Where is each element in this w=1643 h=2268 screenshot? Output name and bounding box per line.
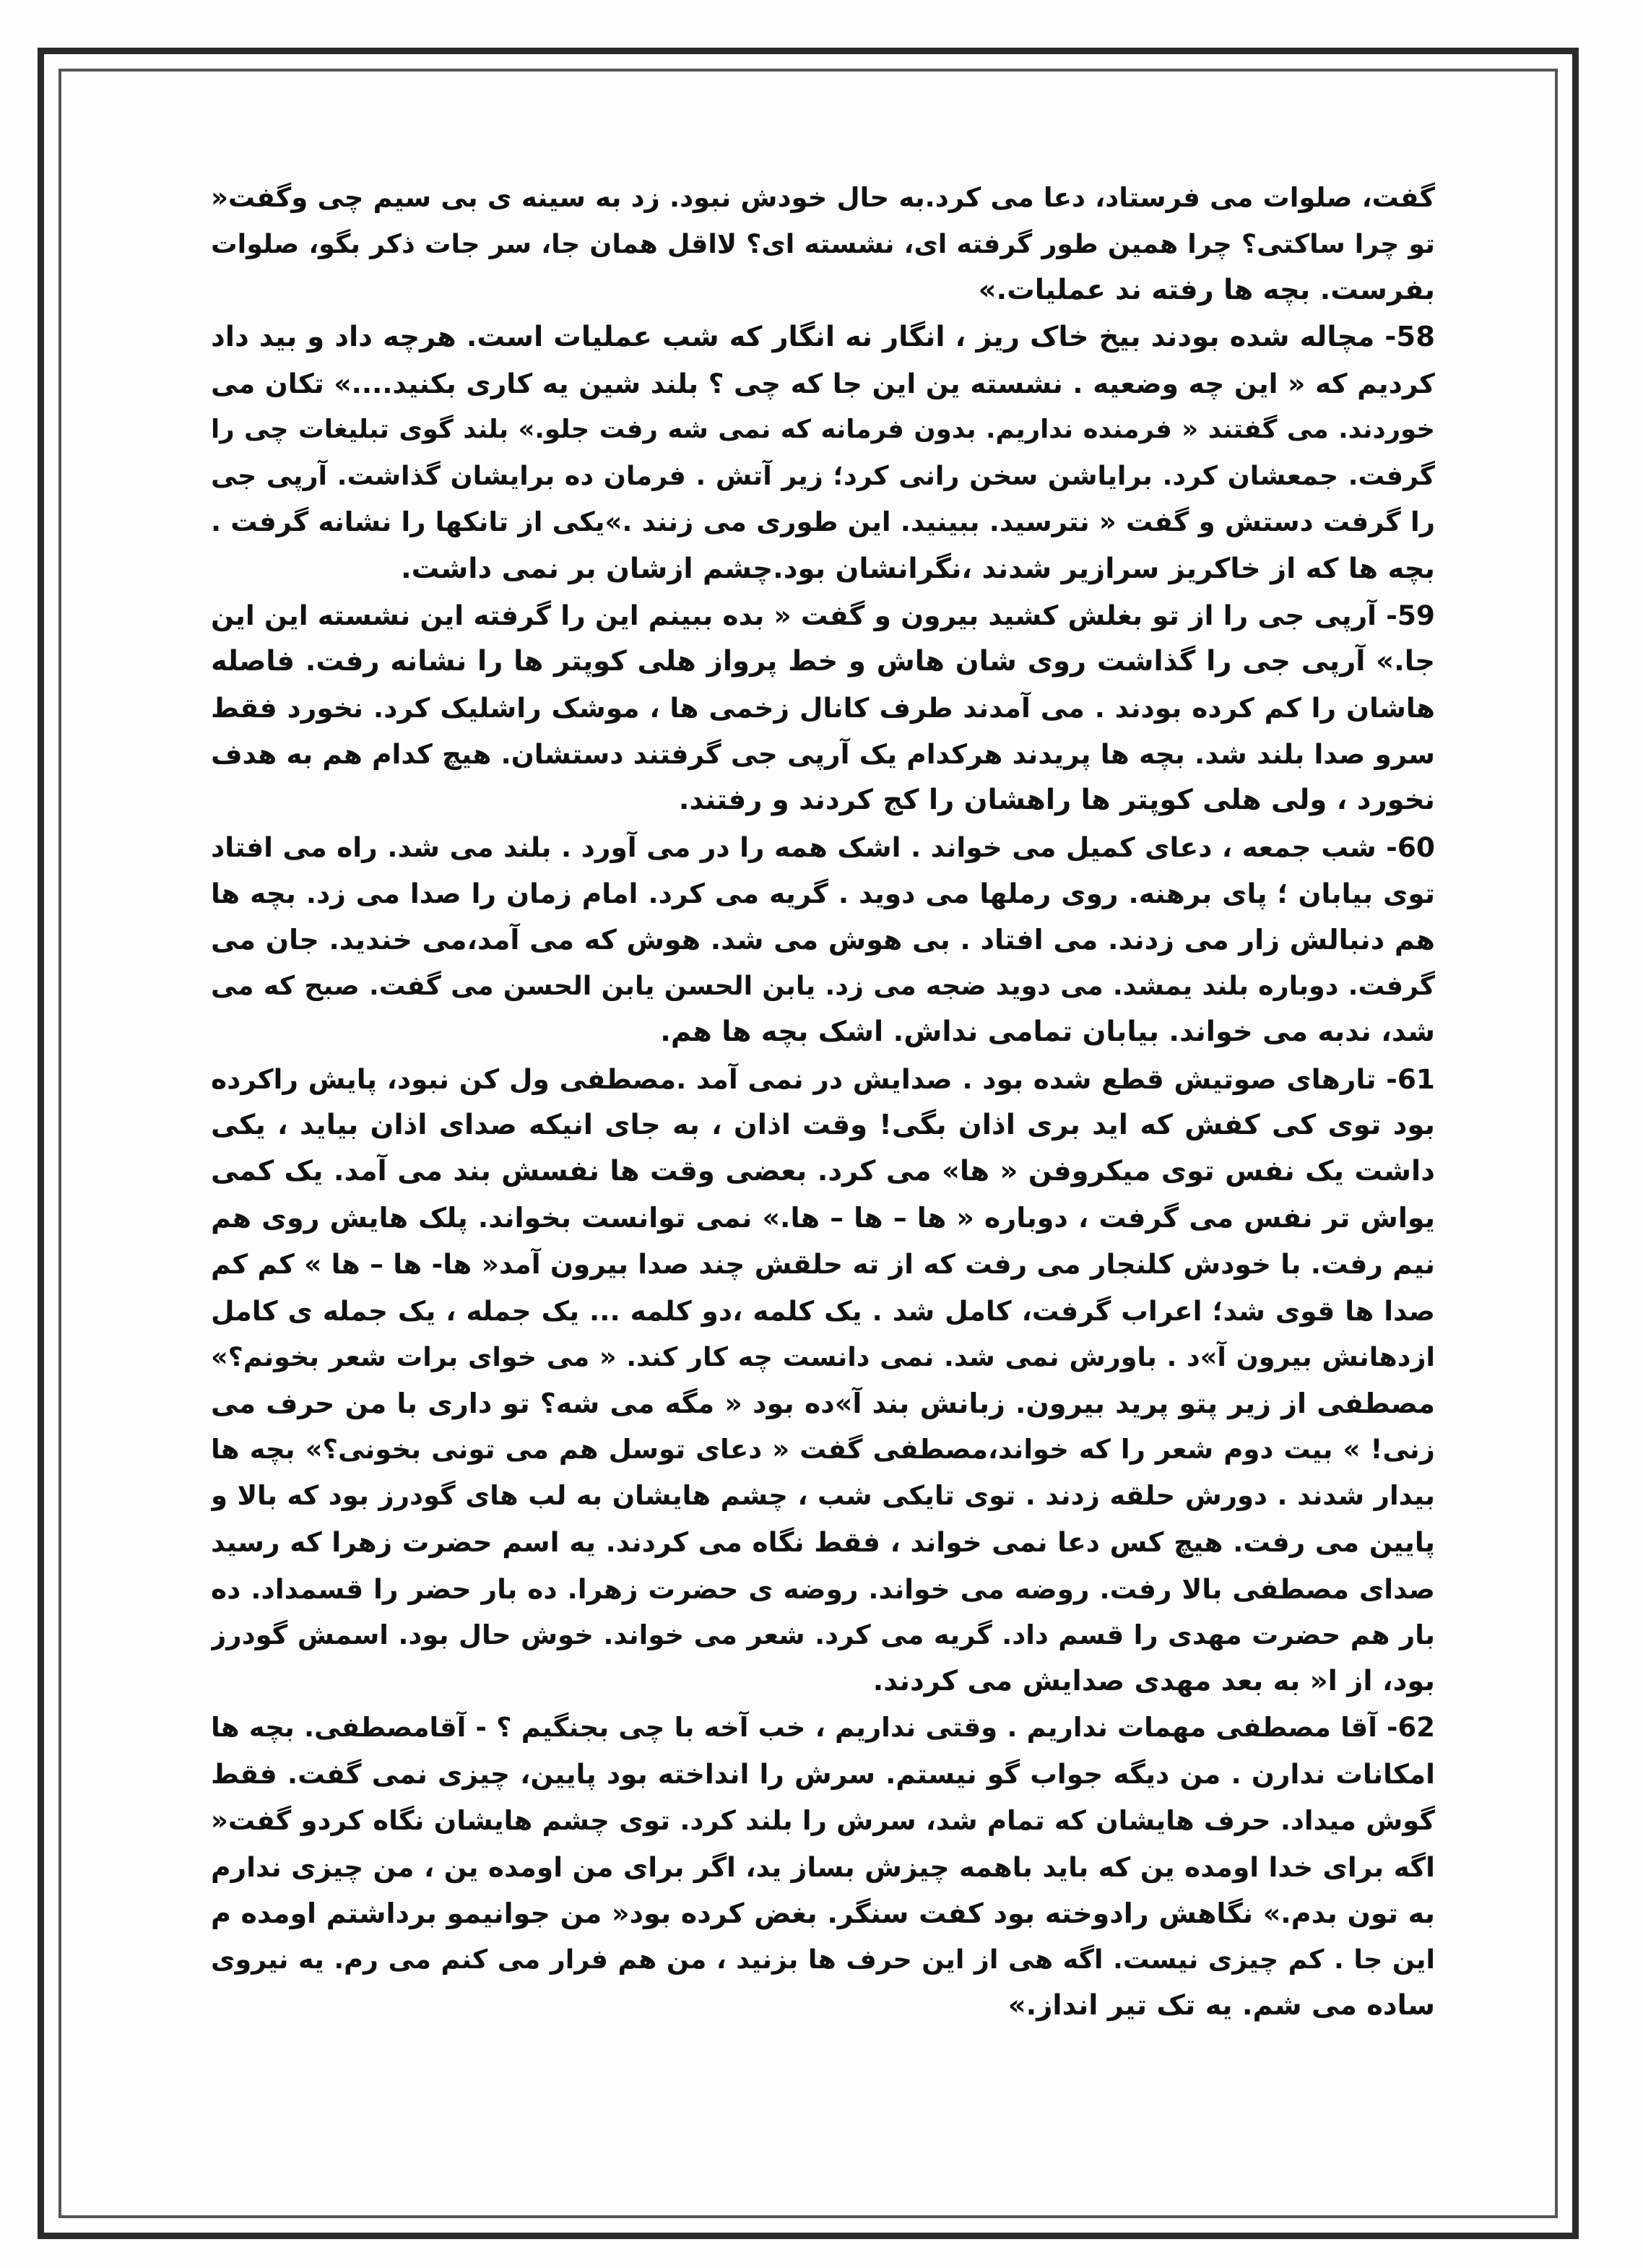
text-line: تو چرا ساکتی؟ چرا همین طور گرفته ای، نشسته ای؟ لااقل همان جا، سر جات ذکر بگو، صلوات	[211, 228, 1435, 260]
text-line: 61- تارهای صوتیش قطع شده بود . صدایش در نمی آمد .مصطفی ول کن نبود، پایش راکرده	[211, 1062, 1435, 1095]
text-line: جا.» آرپی جی را گذاشت روی شان هاش و خط پرواز هلی کوپتر ها را نشانه رفت. فاصله	[211, 644, 1435, 678]
text-line: هاشان را کم کرده بودند . می آمدند طرف کانال زخمی ها ، موشک راشلیک کرد. نخورد فقط	[211, 692, 1435, 724]
text-line: هم دنبالش زار می زدند. می افتاد . بی هوش می شد. هوش که می آمد،می خندید. جان می	[211, 924, 1435, 956]
text-line: صدا ها قوی شد؛ اعراب گرفت، کامل شد . یک کلمه ،دو کلمه ... یک جمله ، یک جمله ی کامل	[211, 1294, 1435, 1327]
text-line: پایین می رفت. هیچ کس دعا نمی خواند ، فقط نگاه می کردند. یه اسم حضرت زهرا که رسید	[211, 1526, 1435, 1559]
text-line: 60- شب جمعه ، دعای کمیل می خواند . اشک همه را در می آورد . بلند می شد. راه می افتاد	[211, 831, 1435, 863]
text-line: گرفت. جمعشان کرد. برایاشن سخن رانی کرد؛ زیر آتش . فرمان ده برایشان گذاشت. آرپی جی	[211, 460, 1435, 492]
text-line: این جا . کم چیزی نیست. اگه هی از این حرف ها بزنید ، من هم فرار می کنم می رم. یه نیروی	[211, 1944, 1435, 1975]
text-line: بود توی کی کفش که اید بری اذان بگی! وقت اذان ، به جای انیکه صدای اذان بیاید ، یکی	[211, 1108, 1435, 1141]
text-line: بیدار شدند . دورش حلقه زدند . توی تایکی شب ، چشم هایشان به لب های گودرز بود که بالا و	[211, 1480, 1435, 1512]
text-line: نیم رفت. با خودش کلنجار می رفت که از ته حلقش چند صدا بیرون آمد« ها- ها – ها » کم کم	[211, 1248, 1435, 1281]
text-line: بود، از ا« به بعد مهدی صدایش می کردند.	[872, 1665, 1435, 1697]
text-line: 58- مچاله شده بودند بیخ خاک ریز ، انگار نه انگار که شب عملیات است. هرچه داد و بید داد	[211, 320, 1435, 353]
text-line: زنی! » بیت دوم شعر را که خواند،مصطفی گفت « دعای توسل هم می تونی بخونی؟» بچه ها	[211, 1434, 1435, 1466]
text-line: کردیم که « این چه وضعیه . نشسته ین این جا که چی ؟ بلند شین یه کاری بکنید....» تکان می	[211, 367, 1435, 399]
text-line: اگه برای خدا اومده ین که باید باهمه چیزش بساز ید، اگر برای من اومده ین ، من چیزی ندارم	[211, 1851, 1435, 1883]
text-line: گرفت. دوباره بلند یمشد. می دوید ضجه می زد. یابن الحسن یابن الحسن می گفت. صبح که می	[211, 970, 1435, 1002]
text-line: خوردند. می گفتند « فرمنده نداریم. بدون فرمانه که نمی شه رفت جلو.» بلند گوی تبلیغات چی را	[211, 414, 1435, 444]
text-line: شد، ندبه می خواند. بیابان تمامی نداش. اشک بچه ها هم.	[660, 1016, 1435, 1049]
text-line: مصطفی از زیر پتو پرید بیرون. زبانش بند آ»ده بود « مگه می شه؟ تو داری با من حرف می	[211, 1387, 1435, 1419]
text-line: بار هم حضرت مهدی را قسم داد. گریه می کرد. شعر می خواند. خوش حال بود. اسمش گودرز	[211, 1619, 1435, 1650]
text-line: بفرست. بچه ها رفته ند عملیات.»	[978, 274, 1435, 307]
text-line: بچه ها که از خاکریز سرازیر شدند ،نگرانشان بود.چشم ازشان بر نمی داشت.	[401, 552, 1435, 585]
text-line: 59- آرپی جی را از تو بغلش کشید بیرون و گفت « بده ببینم این را گرفته این نشسته این این	[211, 599, 1435, 631]
text-line: 62- آقا مصطفی مهمات نداریم . وقتی نداریم ، خب آخه با چی بجنگیم ؟ - آقامصطفی. بچه ها	[211, 1712, 1435, 1744]
body-text	[211, 175, 1435, 2031]
text-line: توی بیابان ؛ پای برهنه. روی رملها می دوید . گریه می کرد. امام زمان را صدا می زد. بچه ها	[211, 877, 1435, 909]
text-line: گوش میداد. حرف هایشان که تمام شد، سرش را بلند کرد. توی چشم هایشان نگاه کردو گفت«	[211, 1804, 1435, 1836]
text-line: گفت، صلوات می فرستاد، دعا می کرد.به حال خودش نبود. زد به سینه ی بی سیم چی وگفت«	[211, 182, 1435, 213]
text-line: صدای مصطفی بالا رفت. روضه می خواند. روضه ی حضرت زهرا. ده بار حضر را قسمداد. ده	[211, 1572, 1435, 1605]
text-line: امکانات ندارن . من دیگه جواب گو نیستم. سرش را انداخته بود پایین، چیزی نمی گفت. فقط	[211, 1758, 1435, 1791]
text-line: به تون بدم.» نگاهش رادوخته بود کفت سنگر. بغض کرده بود« من جوانیمو برداشتم اومده م	[211, 1897, 1435, 1929]
text-line: نخورد ، ولی هلی کوپتر ها راهشان را کج کردند و رفتند.	[678, 784, 1435, 817]
text-line: را گرفت دستش و گفت « نترسید. ببینید. این طوری می زنند .»یکی از تانکها را نشانه گرفت .	[211, 506, 1435, 538]
text-line: سرو صدا بلند شد. بچه ها پریدند هرکدام یک آرپی جی گرفتند دستشان. هیچ کدام هم به هدف	[211, 738, 1435, 771]
text-line: ازدهانش بیرون آ»د . باورش نمی شد. نمی دانست چه کار کند. « می خوای برات شعر بخونم؟»	[211, 1341, 1435, 1372]
text-line: داشت یک نفس توی میکروفن « ها» می کرد. بعضی وقت ها نفسش بند می آمد. یک کمی	[211, 1154, 1435, 1187]
text-line: ساده می شم. یه تک تیر انداز.»	[1007, 1989, 1435, 2022]
text-line: یواش تر نفس می گرفت ، دوباره « ها – ها – ها.» نمی توانست بخواند. پلک هایش روی هم	[211, 1202, 1435, 1234]
